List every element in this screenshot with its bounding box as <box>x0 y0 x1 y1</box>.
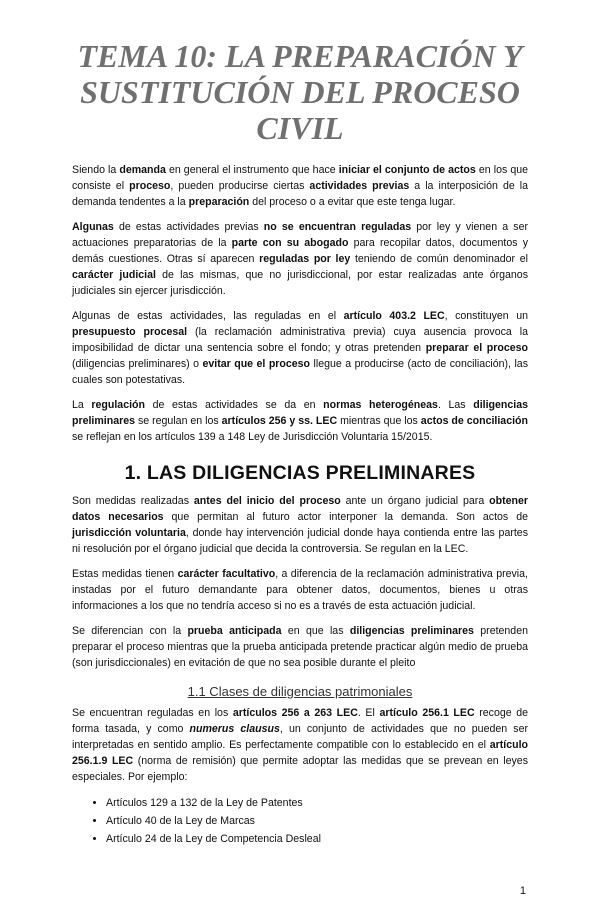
text: La <box>72 399 92 411</box>
bold-text: actos de conciliación <box>420 415 528 427</box>
bold-text: Algunas <box>72 221 114 233</box>
bold-text: artículo 403.2 LEC <box>343 310 445 322</box>
text: del proceso o a evitar que este tenga lugar. <box>249 196 456 208</box>
bold-text: no se encuentran reguladas <box>263 221 412 233</box>
text: , pueden producirse ciertas <box>170 180 310 192</box>
text: mientras que los <box>337 415 421 427</box>
list-item: • Artículos 129 a 132 de la Ley de Patentes <box>106 794 528 812</box>
text: en general el instrumento que hace <box>165 164 339 176</box>
text: por ley y vienen a ser actuaciones preparatorias de la <box>72 221 528 249</box>
subsection-heading: 1.1 Clases de diligencias patrimoniales <box>187 684 413 699</box>
section1-1-body <box>72 705 528 785</box>
bold-text: jurisdicción voluntaria <box>72 527 186 539</box>
paragraph <box>72 705 528 785</box>
text: teniendo de común denominador el <box>350 253 528 265</box>
paragraph <box>72 566 528 614</box>
list-item: • Artículo 24 de la Ley de Competencia Desleal <box>106 830 528 848</box>
text: , donde hay intervención judicial donde haya contienda entre las partes ni resolución por el órgano judicial que decida la controversia. Se regulan en la LEC. <box>72 527 529 555</box>
paragraph <box>72 308 528 388</box>
bold-text: normas heterogéneas <box>323 399 438 411</box>
text: se reflejan en los artículos 139 a 148 Ley de Jurisdicción Voluntaria 15/2015. <box>72 431 433 443</box>
title-line: TEMA 10: LA PREPARACIÓN Y <box>77 38 523 74</box>
text: Algunas de estas actividades, las reguladas en el <box>72 310 344 322</box>
bold-text: artículos 256 y ss. LEC <box>221 415 338 427</box>
text: para recopilar datos, documentos y demás cuestiones. Otras sí aparecen <box>72 237 528 265</box>
bold-text: artículo 256.1.9 LEC <box>72 739 528 767</box>
text: recoge de forma tasada, y como <box>72 707 529 735</box>
text: a la interposición de la demanda tendentes a la <box>72 180 529 208</box>
bold-text: artículo 256.1 LEC <box>379 707 475 719</box>
text: Se diferencian con la <box>72 625 188 637</box>
text: Se encuentran reguladas en los <box>72 707 233 719</box>
bold-text: actividades previas <box>309 180 410 192</box>
paragraph <box>72 219 528 299</box>
bold-text: artículos 256 a 263 LEC <box>232 707 358 719</box>
title-line: SUSTITUCIÓN DEL PROCESO CIVIL <box>80 74 520 146</box>
text: Estas medidas tienen <box>72 568 178 580</box>
text: (norma de remisión) que permite adoptar las medidas que se prevean en leyes especiales. Por ejemplo: <box>72 755 528 783</box>
text: , un conjunto de actividades que no pueden ser interpretadas en sentido amplio. Es perfectamente compatible con lo establecido en el <box>72 723 528 751</box>
text: que permitan al futuro actor interponer la demanda. Son actos de <box>163 511 528 523</box>
text: llegue a producirse (acto de conciliación), las cuales son potestativas. <box>72 358 528 386</box>
text: (la reclamación administrativa previa) cuya ausencia provoca la imposibilidad de dictar una sentencia sobre el fondo; y otras pretenden <box>72 326 528 354</box>
bold-text: presupuesto procesal <box>72 326 188 338</box>
bold-text: obtener datos necesarios <box>72 495 528 523</box>
bold-text: preparar el proceso <box>425 342 529 354</box>
page-number: 1 <box>519 885 526 897</box>
paragraph <box>72 162 528 210</box>
bold-text: proceso <box>129 180 171 192</box>
intro-section <box>72 162 528 445</box>
list-item: • Artículo 40 de la Ley de Marcas <box>106 812 528 830</box>
bold-text: evitar que el proceso <box>202 358 311 370</box>
text: ante un órgano judicial para <box>340 495 490 507</box>
text: de estas actividades se da en <box>144 399 324 411</box>
text: de las mismas, que no jurisdiccional, por estar realizadas ante órganos judiciales sin ejercer jurisdicción. <box>72 269 528 297</box>
bold-text: antes del inicio del proceso <box>193 495 341 507</box>
bold-text: parte con su abogado <box>231 237 349 249</box>
document-body <box>72 162 528 848</box>
text: Son medidas realizadas <box>72 495 194 507</box>
text: se regulan en los <box>135 415 222 427</box>
section1-body <box>72 493 528 671</box>
bold-text: carácter judicial <box>72 269 156 281</box>
document-title <box>40 38 560 146</box>
bold-text: demanda <box>119 164 166 176</box>
text: pretenden preparar el proceso mientras que la prueba anticipada pretende practicar algún medio de prueba (son jurisdiccionales) en evitación de que no sea posible durante el pleito <box>72 625 528 669</box>
bold-text: diligencias preliminares <box>349 625 474 637</box>
text: de estas actividades previas <box>113 221 264 233</box>
text: , constituyen un <box>444 310 529 322</box>
text: . El <box>357 707 380 719</box>
bold-text: regulación <box>91 399 145 411</box>
section-heading: 1. LAS DILIGENCIAS PRELIMINARES <box>124 462 476 484</box>
text: , a diferencia de la reclamación administrativa previa, instadas por el futuro demandante para obtener datos, documentos, bienes u otras informaciones a los que no tendría acceso si no es a través de esta actuación judicial. <box>72 568 528 612</box>
bold-text: diligencias preliminares <box>72 399 528 427</box>
bold-text: iniciar el conjunto de actos <box>338 164 476 176</box>
bold-text: prueba anticipada <box>187 625 282 637</box>
text: . Las <box>437 399 474 411</box>
paragraph <box>72 623 528 671</box>
text: en los que consiste el <box>72 164 529 192</box>
bold-text: carácter facultativo <box>177 568 276 580</box>
bold-text: numerus clausus <box>189 723 280 735</box>
text: en que las <box>281 625 350 637</box>
example-list <box>72 794 528 848</box>
bold-text: preparación <box>188 196 250 208</box>
paragraph <box>72 397 528 445</box>
text: Siendo la <box>72 164 120 176</box>
paragraph <box>72 493 528 557</box>
text: (diligencias preliminares) o <box>72 358 203 370</box>
bold-text: reguladas por ley <box>259 253 351 265</box>
